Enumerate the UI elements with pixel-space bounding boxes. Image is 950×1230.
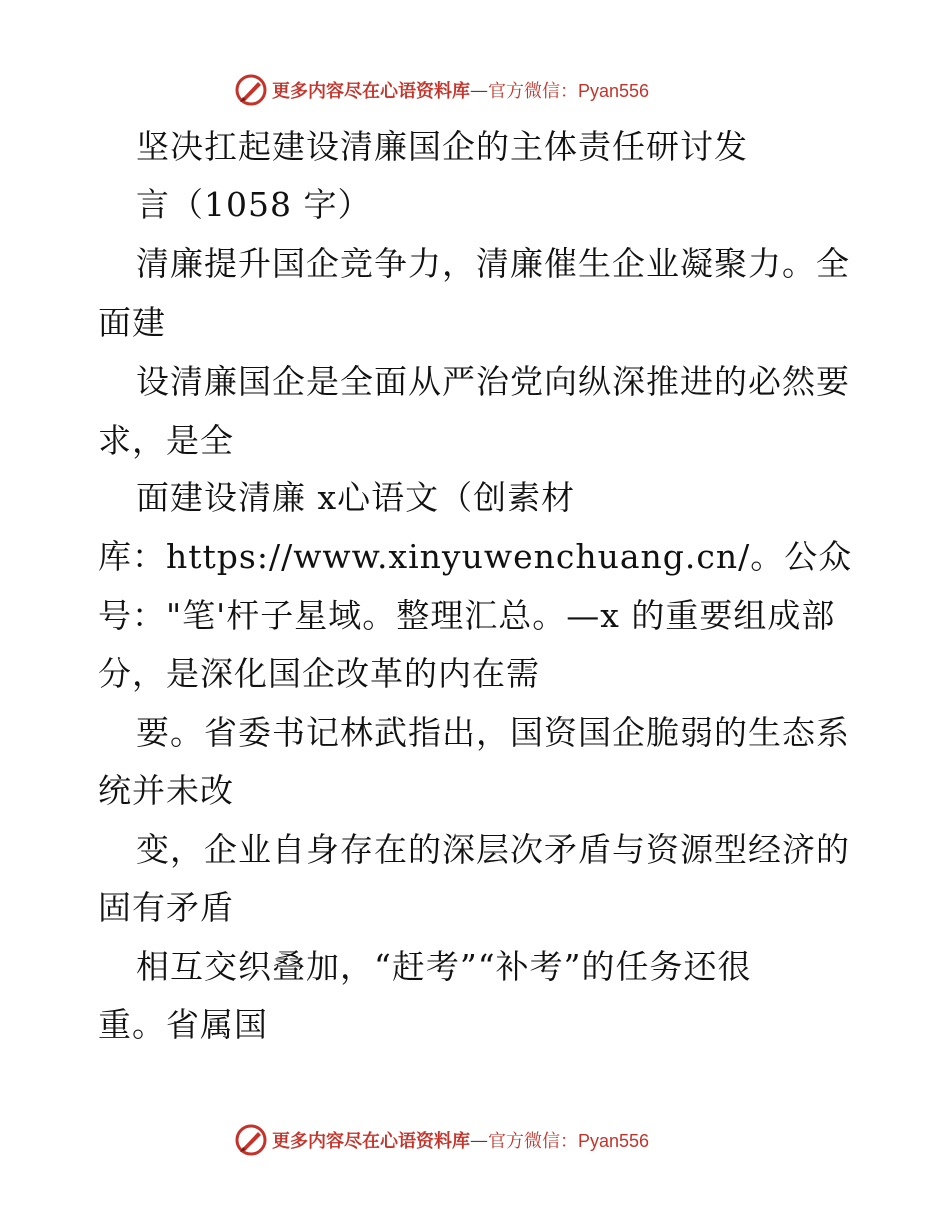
header-banner [0,70,950,110]
paragraph-line: 相互交织叠加，“赶考”“补考”的任务还很 [136,947,752,986]
banner-wechat: 官方微信：Pyan556 [488,1131,650,1151]
doc-title-line-2: 言（1058 字） [136,185,372,224]
banner-separator: — [470,1129,488,1151]
paragraph-line: 设清廉国企是全面从严治党向纵深推进的必然要 [136,362,850,401]
footer-banner [0,1120,950,1160]
pen-logo-icon [234,73,268,107]
paragraph-line: 清廉提升国企竞争力，清廉催生企业凝聚力。全 [136,244,850,283]
doc-title-line-1: 坚决扛起建设清廉国企的主体责任研讨发 [136,127,748,166]
paragraph-line: 面建设清廉 x心语文（创素材 [136,478,576,517]
paragraph-line: 分，是深化国企改革的内在需 [98,654,540,693]
banner-separator: — [470,79,488,101]
paragraph-line: 统并未改 [98,771,234,810]
banner-wechat: 官方微信：Pyan556 [488,81,650,101]
paragraph-line: 面建 [98,303,166,342]
paragraph-line: 求，是全 [98,421,234,460]
banner-text: 更多内容尽在心语资料库 [272,81,470,102]
paragraph-line: 号："笔'杆子星域。整理汇总。—x 的重要组成部 [98,596,836,635]
paragraph-line: 变，企业自身存在的深层次矛盾与资源型经济的 [136,830,850,869]
banner-text: 更多内容尽在心语资料库 [272,1131,470,1152]
paragraph-line: 要。省委书记林武指出，国资国企脆弱的生态系 [136,713,850,752]
paragraph-line: 固有矛盾 [98,888,234,927]
paragraph-line: 库：https://www.xinyuwenchuang.cn/。公众 [98,537,853,576]
pen-logo-icon [234,1123,268,1157]
paragraph-line: 重。省属国 [98,1005,268,1044]
